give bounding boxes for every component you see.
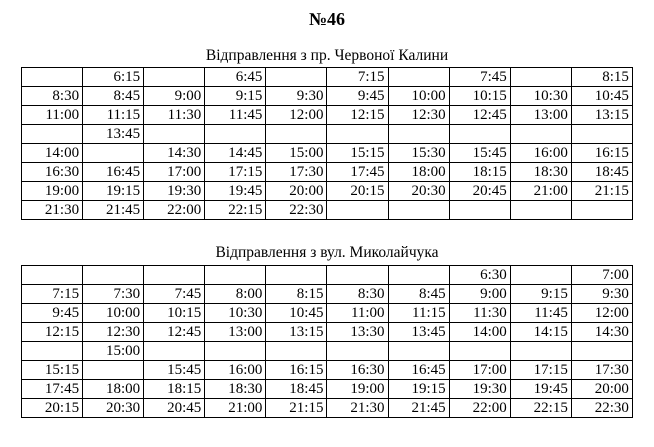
time-cell bbox=[83, 266, 144, 285]
time-cell: 16:45 bbox=[83, 163, 144, 182]
time-cell: 17:30 bbox=[266, 163, 327, 182]
time-cell bbox=[266, 125, 327, 144]
time-cell: 11:30 bbox=[144, 106, 205, 125]
time-cell: 19:15 bbox=[83, 182, 144, 201]
time-cell: 17:00 bbox=[449, 361, 510, 380]
time-cell: 16:30 bbox=[22, 163, 83, 182]
time-cell: 10:45 bbox=[571, 87, 632, 106]
time-cell: 19:15 bbox=[388, 380, 449, 399]
time-cell: 11:00 bbox=[22, 106, 83, 125]
time-cell: 10:15 bbox=[144, 304, 205, 323]
time-cell: 18:30 bbox=[510, 163, 571, 182]
table-row bbox=[22, 399, 633, 418]
time-cell: 16:30 bbox=[327, 361, 388, 380]
time-cell: 20:00 bbox=[571, 380, 632, 399]
time-cell bbox=[449, 125, 510, 144]
time-cell: 8:45 bbox=[83, 87, 144, 106]
time-cell bbox=[510, 201, 571, 220]
time-cell: 17:15 bbox=[510, 361, 571, 380]
time-cell: 16:00 bbox=[205, 361, 266, 380]
time-cell: 16:00 bbox=[510, 144, 571, 163]
time-cell: 20:15 bbox=[22, 399, 83, 418]
time-cell bbox=[22, 266, 83, 285]
time-cell: 22:00 bbox=[144, 201, 205, 220]
table-row bbox=[22, 68, 633, 87]
time-cell: 12:30 bbox=[83, 323, 144, 342]
time-cell: 9:15 bbox=[510, 285, 571, 304]
time-cell: 13:15 bbox=[571, 106, 632, 125]
schedule-caption-kalyny: Відправлення з пр. Червоної Калини bbox=[205, 47, 449, 64]
time-cell: 18:15 bbox=[144, 380, 205, 399]
schedule-caption-mykolaichuka: Відправлення з вул. Миколайчука bbox=[215, 244, 439, 261]
time-cell: 9:45 bbox=[327, 87, 388, 106]
time-cell bbox=[205, 342, 266, 361]
time-cell: 20:45 bbox=[449, 182, 510, 201]
time-cell: 8:15 bbox=[571, 68, 632, 87]
time-cell: 15:30 bbox=[388, 144, 449, 163]
time-cell: 17:45 bbox=[22, 380, 83, 399]
time-cell bbox=[327, 201, 388, 220]
time-cell: 14:15 bbox=[510, 323, 571, 342]
time-cell bbox=[571, 201, 632, 220]
time-cell: 8:00 bbox=[205, 285, 266, 304]
time-cell: 17:30 bbox=[571, 361, 632, 380]
time-cell: 19:30 bbox=[144, 182, 205, 201]
time-cell: 17:00 bbox=[144, 163, 205, 182]
table-row bbox=[22, 361, 633, 380]
time-cell: 18:00 bbox=[83, 380, 144, 399]
time-cell bbox=[388, 342, 449, 361]
time-cell: 19:30 bbox=[449, 380, 510, 399]
time-cell: 11:15 bbox=[388, 304, 449, 323]
time-cell bbox=[388, 266, 449, 285]
time-cell: 17:45 bbox=[327, 163, 388, 182]
time-cell: 7:15 bbox=[22, 285, 83, 304]
time-cell: 12:15 bbox=[327, 106, 388, 125]
timetable-mykolaichuka bbox=[21, 265, 633, 418]
time-cell: 10:30 bbox=[205, 304, 266, 323]
table-row bbox=[22, 201, 633, 220]
time-cell: 7:15 bbox=[327, 68, 388, 87]
time-cell: 15:00 bbox=[83, 342, 144, 361]
time-cell: 18:45 bbox=[571, 163, 632, 182]
table-row bbox=[22, 304, 633, 323]
time-cell bbox=[571, 342, 632, 361]
time-cell: 8:30 bbox=[327, 285, 388, 304]
time-cell: 20:30 bbox=[83, 399, 144, 418]
table-row bbox=[22, 163, 633, 182]
time-cell: 6:45 bbox=[205, 68, 266, 87]
table-row bbox=[22, 285, 633, 304]
time-cell: 11:15 bbox=[83, 106, 144, 125]
time-cell: 21:00 bbox=[205, 399, 266, 418]
time-cell bbox=[144, 342, 205, 361]
time-cell: 10:00 bbox=[83, 304, 144, 323]
time-cell: 21:15 bbox=[571, 182, 632, 201]
time-cell bbox=[266, 342, 327, 361]
time-cell: 16:15 bbox=[266, 361, 327, 380]
time-cell bbox=[327, 125, 388, 144]
time-cell: 14:30 bbox=[571, 323, 632, 342]
time-cell bbox=[22, 342, 83, 361]
time-cell bbox=[327, 266, 388, 285]
table-row bbox=[22, 342, 633, 361]
time-cell bbox=[449, 342, 510, 361]
time-cell: 15:45 bbox=[144, 361, 205, 380]
time-cell: 13:45 bbox=[388, 323, 449, 342]
time-cell: 11:00 bbox=[327, 304, 388, 323]
time-cell: 8:45 bbox=[388, 285, 449, 304]
time-cell bbox=[144, 266, 205, 285]
time-cell: 20:45 bbox=[144, 399, 205, 418]
time-cell: 22:30 bbox=[571, 399, 632, 418]
time-cell: 21:15 bbox=[266, 399, 327, 418]
time-cell bbox=[83, 144, 144, 163]
time-cell bbox=[144, 68, 205, 87]
time-cell bbox=[571, 125, 632, 144]
time-cell: 12:00 bbox=[571, 304, 632, 323]
table-row bbox=[22, 106, 633, 125]
time-cell bbox=[388, 201, 449, 220]
time-cell: 21:00 bbox=[510, 182, 571, 201]
table-row bbox=[22, 182, 633, 201]
time-cell: 21:30 bbox=[327, 399, 388, 418]
time-cell: 18:30 bbox=[205, 380, 266, 399]
time-cell: 20:15 bbox=[327, 182, 388, 201]
time-cell: 20:00 bbox=[266, 182, 327, 201]
time-cell: 7:45 bbox=[449, 68, 510, 87]
time-cell: 15:15 bbox=[327, 144, 388, 163]
timetable-kalyny bbox=[21, 67, 633, 220]
time-cell: 12:45 bbox=[144, 323, 205, 342]
time-cell: 10:45 bbox=[266, 304, 327, 323]
time-cell: 19:45 bbox=[510, 380, 571, 399]
time-cell bbox=[510, 125, 571, 144]
time-cell: 10:00 bbox=[388, 87, 449, 106]
time-cell: 22:30 bbox=[266, 201, 327, 220]
time-cell: 6:30 bbox=[449, 266, 510, 285]
time-cell: 15:45 bbox=[449, 144, 510, 163]
table-row bbox=[22, 323, 633, 342]
time-cell: 12:00 bbox=[266, 106, 327, 125]
time-cell: 9:45 bbox=[22, 304, 83, 323]
time-cell bbox=[510, 266, 571, 285]
route-title: №46 bbox=[308, 9, 346, 29]
time-cell: 16:15 bbox=[571, 144, 632, 163]
time-cell bbox=[510, 342, 571, 361]
time-cell: 12:30 bbox=[388, 106, 449, 125]
time-cell: 21:45 bbox=[83, 201, 144, 220]
time-cell: 13:00 bbox=[205, 323, 266, 342]
time-cell: 21:30 bbox=[22, 201, 83, 220]
time-cell: 15:15 bbox=[22, 361, 83, 380]
time-cell: 12:15 bbox=[22, 323, 83, 342]
time-cell: 20:30 bbox=[388, 182, 449, 201]
time-cell: 9:00 bbox=[449, 285, 510, 304]
time-cell: 6:15 bbox=[83, 68, 144, 87]
time-cell: 11:45 bbox=[510, 304, 571, 323]
time-cell: 9:30 bbox=[571, 285, 632, 304]
time-cell bbox=[388, 125, 449, 144]
time-cell: 14:30 bbox=[144, 144, 205, 163]
time-cell bbox=[510, 68, 571, 87]
time-cell: 9:15 bbox=[205, 87, 266, 106]
table-row bbox=[22, 125, 633, 144]
time-cell bbox=[449, 201, 510, 220]
time-cell: 11:45 bbox=[205, 106, 266, 125]
time-cell bbox=[388, 68, 449, 87]
time-cell: 11:30 bbox=[449, 304, 510, 323]
time-cell: 13:30 bbox=[327, 323, 388, 342]
time-cell: 17:15 bbox=[205, 163, 266, 182]
time-cell bbox=[144, 125, 205, 144]
time-cell: 13:00 bbox=[510, 106, 571, 125]
table-row bbox=[22, 266, 633, 285]
time-cell bbox=[22, 125, 83, 144]
time-cell: 16:45 bbox=[388, 361, 449, 380]
time-cell bbox=[22, 68, 83, 87]
time-cell bbox=[266, 266, 327, 285]
time-cell: 19:45 bbox=[205, 182, 266, 201]
time-cell: 22:00 bbox=[449, 399, 510, 418]
time-cell: 7:30 bbox=[83, 285, 144, 304]
time-cell: 13:15 bbox=[266, 323, 327, 342]
table-row bbox=[22, 87, 633, 106]
time-cell bbox=[83, 361, 144, 380]
time-cell: 7:00 bbox=[571, 266, 632, 285]
table-row bbox=[22, 380, 633, 399]
time-cell: 10:15 bbox=[449, 87, 510, 106]
time-cell: 8:15 bbox=[266, 285, 327, 304]
time-cell: 19:00 bbox=[327, 380, 388, 399]
time-cell: 7:45 bbox=[144, 285, 205, 304]
time-cell: 18:00 bbox=[388, 163, 449, 182]
time-cell: 18:15 bbox=[449, 163, 510, 182]
time-cell bbox=[205, 266, 266, 285]
time-cell: 14:00 bbox=[449, 323, 510, 342]
time-cell bbox=[327, 342, 388, 361]
time-cell: 14:45 bbox=[205, 144, 266, 163]
time-cell: 9:00 bbox=[144, 87, 205, 106]
time-cell: 18:45 bbox=[266, 380, 327, 399]
time-cell: 21:45 bbox=[388, 399, 449, 418]
time-cell: 22:15 bbox=[205, 201, 266, 220]
time-cell: 8:30 bbox=[22, 87, 83, 106]
time-cell: 12:45 bbox=[449, 106, 510, 125]
time-cell: 22:15 bbox=[510, 399, 571, 418]
time-cell: 14:00 bbox=[22, 144, 83, 163]
time-cell bbox=[266, 68, 327, 87]
time-cell: 9:30 bbox=[266, 87, 327, 106]
table-row bbox=[22, 144, 633, 163]
time-cell: 15:00 bbox=[266, 144, 327, 163]
time-cell: 13:45 bbox=[83, 125, 144, 144]
time-cell: 10:30 bbox=[510, 87, 571, 106]
time-cell: 19:00 bbox=[22, 182, 83, 201]
time-cell bbox=[205, 125, 266, 144]
